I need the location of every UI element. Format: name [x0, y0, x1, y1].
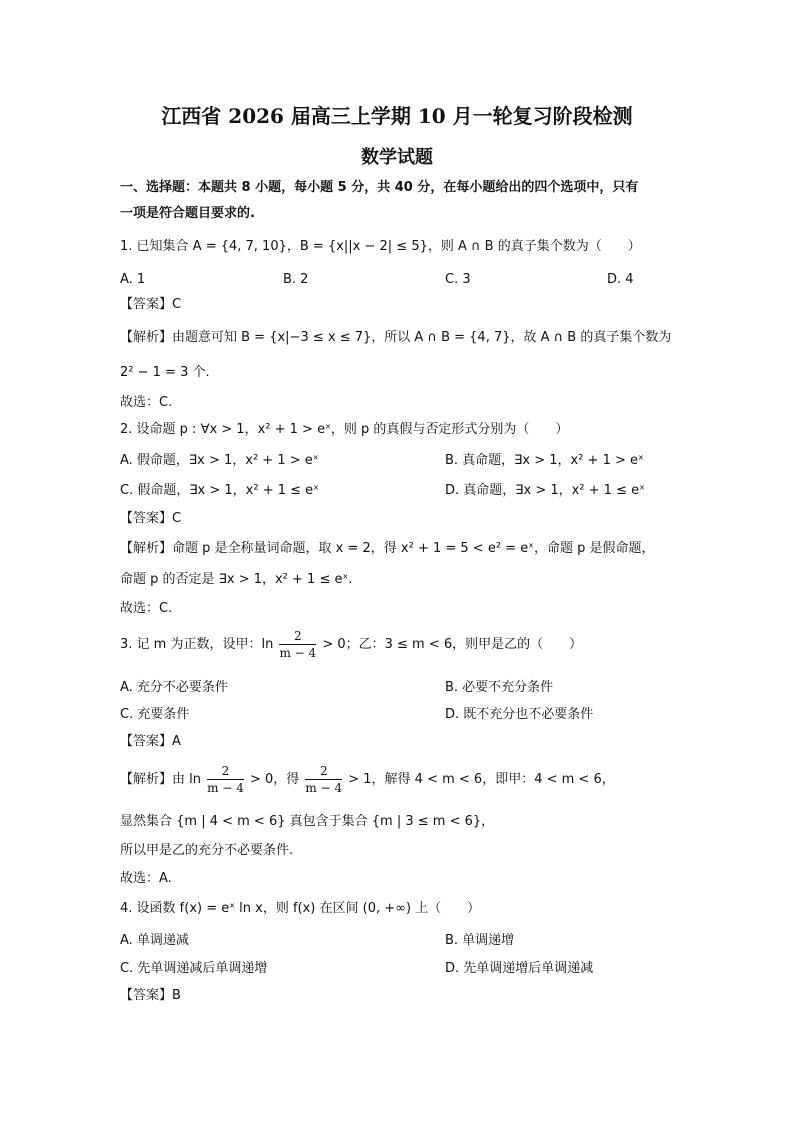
q4-answer: 【答案】B — [120, 988, 181, 1003]
q1-answer: 【答案】C — [120, 297, 182, 312]
q3-option-c: C. 充要条件 — [120, 707, 190, 722]
q3-option-a: A. 充分不必要条件 — [120, 680, 228, 695]
q3-analysis-fraction-1-denominator: m − 4 — [207, 781, 244, 795]
q2-option-d: D. 真命题，∃x > 1，x² + 1 ≤ eˣ — [445, 483, 645, 498]
q3-analysis-line3: 所以甲是乙的充分不必要条件. — [120, 843, 294, 858]
q2-conclusion: 故选：C. — [120, 601, 173, 616]
q2-option-c: C. 假命题，∃x > 1，x² + 1 ≤ eˣ — [120, 483, 319, 498]
q3-conclusion: 故选：A. — [120, 871, 172, 886]
q3-analysis-fraction-2-denominator: m − 4 — [305, 781, 343, 795]
q2-option-a: A. 假命题，∃x > 1，x² + 1 > eˣ — [120, 453, 319, 468]
q3-stem-prefix: 3. 记 m 为正数，设甲：ln — [120, 637, 274, 652]
q3-fraction-denominator: m − 4 — [279, 646, 317, 660]
q3-analysis-line2: 显然集合 {m | 4 < m < 6} 真包含于集合 {m | 3 ≤ m < 6}， — [120, 814, 495, 829]
q1-stem: 1. 已知集合 A = {4, 7, 10}，B = {x||x − 2| ≤ 5}，则 A ∩ B 的真子集个数为（ ） — [120, 239, 641, 254]
q3-analysis-fraction-1-numerator: 2 — [207, 763, 244, 780]
q3-analysis-fraction-2 — [305, 763, 342, 796]
q1-analysis-line2: 2² − 1 = 3 个. — [120, 365, 210, 380]
q4-option-a: A. 单调递减 — [120, 933, 189, 948]
q4-option-b: B. 单调递增 — [445, 933, 515, 948]
q3-analysis-suffix: > 1，解得 4 < m < 6，即甲：4 < m < 6， — [348, 772, 615, 787]
q3-option-d: D. 既不充分也不必要条件 — [445, 707, 594, 722]
q1-option-a: A. 1 — [120, 272, 146, 287]
q2-stem: 2. 设命题 p : ∀x > 1，x² + 1 > eˣ，则 p 的真假与否定形式分别为（ ） — [120, 422, 569, 437]
q2-option-b: B. 真命题，∃x > 1，x² + 1 > eˣ — [445, 453, 644, 468]
q1-option-d: D. 4 — [607, 272, 634, 287]
q1-option-c: C. 3 — [445, 272, 471, 287]
q3-analysis-fraction-1 — [207, 763, 244, 796]
q3-answer: 【答案】A — [120, 734, 181, 749]
q2-answer: 【答案】C — [120, 511, 182, 526]
q2-analysis-line1: 【解析】命题 p 是全称量词命题，取 x = 2，得 x² + 1 = 5 < e² = eˣ，命题 p 是假命题， — [120, 541, 655, 556]
q4-stem: 4. 设函数 f(x) = eˣ ln x，则 f(x) 在区间 (0, +∞) 上（ ） — [120, 901, 481, 916]
q3-fraction-numerator: 2 — [279, 628, 316, 645]
q3-stem — [120, 627, 582, 663]
q3-option-b: B. 必要不充分条件 — [445, 680, 554, 695]
page-subtitle: 数学试题 — [361, 147, 433, 168]
q3-analysis-prefix: 【解析】由 ln — [120, 772, 201, 787]
q1-option-b: B. 2 — [283, 272, 309, 287]
q3-stem-suffix: > 0；乙：3 ≤ m < 6，则甲是乙的（ ） — [322, 637, 583, 652]
q3-analysis-fraction-2-numerator: 2 — [305, 763, 342, 780]
q3-analysis-line1 — [120, 762, 615, 798]
q3-analysis-mid: > 0，得 — [249, 772, 300, 787]
q1-conclusion: 故选：C. — [120, 395, 173, 410]
q2-analysis-line2: 命题 p 的否定是 ∃x > 1，x² + 1 ≤ eˣ. — [120, 572, 353, 587]
section-heading-line1: 一、选择题：本题共 8 小题，每小题 5 分，共 40 分，在每小题给出的四个选项中，只有 — [120, 180, 639, 195]
q4-option-c: C. 先单调递减后单调递增 — [120, 961, 268, 976]
q3-fraction — [279, 628, 316, 661]
q4-option-d: D. 先单调递增后单调递减 — [445, 961, 594, 976]
section-heading-line2: 一项是符合题目要求的. — [120, 206, 255, 221]
page-title: 江西省 2026 届高三上学期 10 月一轮复习阶段检测 — [161, 104, 633, 128]
q1-analysis-line1: 【解析】由题意可知 B = {x|−3 ≤ x ≤ 7}，所以 A ∩ B = {4, 7}，故 A ∩ B 的真子集个数为 — [120, 330, 672, 345]
